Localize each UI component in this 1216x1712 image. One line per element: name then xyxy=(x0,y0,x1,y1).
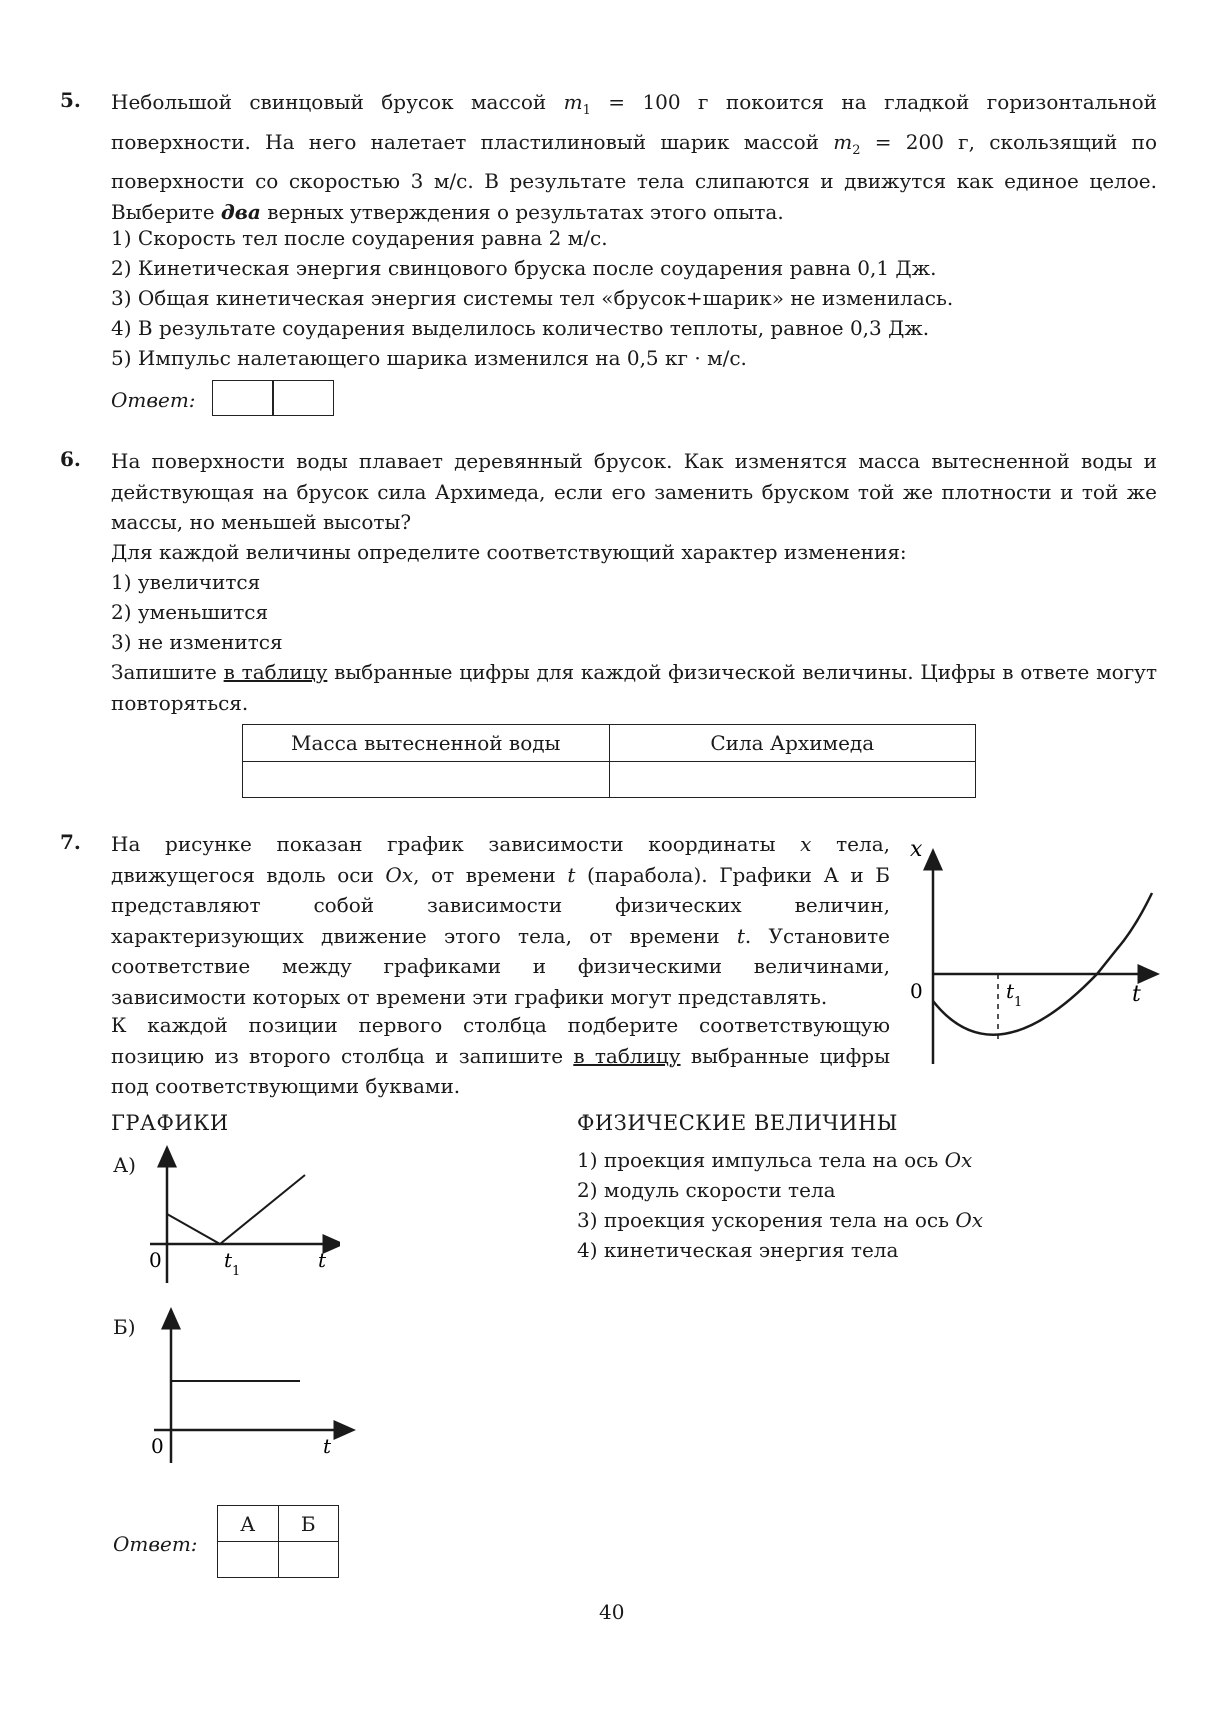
graph-a-origin: 0 xyxy=(149,1248,162,1272)
task5-number: 5. xyxy=(60,88,81,112)
quantity-2: 2) модуль скорости тела xyxy=(577,1178,836,1202)
answer-header-a: А xyxy=(218,1506,279,1542)
graph-a-line xyxy=(167,1175,305,1244)
t-axis-label: t xyxy=(1132,982,1141,1007)
graph-b-label: Б) xyxy=(113,1315,136,1339)
quantities-heading: ФИЗИЧЕСКИЕ ВЕЛИЧИНЫ xyxy=(577,1111,898,1135)
task5-option-3: 3) Общая кинетическая энергия системы тел «брусок+шарик» не изменилась. xyxy=(111,286,954,310)
quantity-1: 1) проекция импульса тела на ось Ox xyxy=(577,1148,973,1172)
graph-a-t1-subscript: 1 xyxy=(232,1264,241,1279)
quantity-3: 3) проекция ускорения тела на ось Ox xyxy=(577,1208,984,1232)
answer-header-b: Б xyxy=(278,1506,339,1542)
task5-answer-label: Ответ: xyxy=(111,388,196,412)
task6-text: На поверхности воды плавает деревянный брусок. Как изменятся масса вытесненной воды и действующая на брусок сила Архимеда, если его заменить бруском той же плотности и той же массы, но меньшей высоты? xyxy=(111,449,1157,534)
task5-option-1: 1) Скорость тел после соударения равна 2 м/с. xyxy=(111,226,608,250)
task6-write-instruction: Запишите в таблицу выбранные цифры для каждой физической величины. Цифры в ответе могут повторяться. xyxy=(111,660,1158,715)
table-header-archimedes-force: Сила Архимеда xyxy=(609,725,976,762)
graph-b-t-label: t xyxy=(323,1434,332,1458)
task6-option-2: 2) уменьшится xyxy=(111,600,269,624)
task6-instruction: Для каждой величины определите соответствующий характер изменения: xyxy=(111,540,907,564)
task7-answer-label: Ответ: xyxy=(113,1532,198,1556)
task6-number: 6. xyxy=(60,447,81,471)
t1-label: t xyxy=(1006,979,1015,1003)
table-header-displaced-water-mass: Масса вытесненной воды xyxy=(243,725,610,762)
task5-option-5: 5) Импульс налетающего шарика изменился на 0,5 кг · м/с. xyxy=(111,346,747,370)
graph-a-t1: t xyxy=(224,1248,233,1272)
task5-answer-cell-2[interactable] xyxy=(272,380,334,416)
graph-b xyxy=(140,1305,360,1465)
graph-a-label: А) xyxy=(113,1153,136,1177)
task6-option-3: 3) не изменится xyxy=(111,630,283,654)
quantity-4: 4) кинетическая энергия тела xyxy=(577,1238,899,1262)
task6-answer-table xyxy=(242,724,976,798)
answer-cell-b[interactable] xyxy=(278,1542,339,1578)
task7-number: 7. xyxy=(60,830,81,854)
graph-b-origin: 0 xyxy=(151,1434,164,1458)
answer-cell-archimedes-force[interactable] xyxy=(609,762,976,798)
task5-text: Небольшой свинцовый брусок массой $m_1 = 100$ г покоится на гладкой горизонтальной поверхности. На него налетает пластилиновый шарик массой $m_2 = 200$ г, скользящий по поверхности со скоростью 3 м/с. В результате тела слипаются и движутся как единое целое. Выберите два верных утверждения о результатах этого опыта. xyxy=(111,90,1158,224)
y-axis-label: x xyxy=(910,838,923,862)
graph-a-t-label: t xyxy=(318,1248,327,1272)
task5-option-4: 4) В результате соударения выделилось количество теплоты, равное 0,3 Дж. xyxy=(111,316,930,340)
task6-option-1: 1) увеличится xyxy=(111,570,261,594)
task5-option-2: 2) Кинетическая энергия свинцового бруска после соударения равна 0,1 Дж. xyxy=(111,256,937,280)
graphs-heading: ГРАФИКИ xyxy=(111,1111,229,1135)
parabola-graph xyxy=(900,838,1160,1070)
task7-answer-table xyxy=(217,1505,339,1578)
answer-cell-displaced-water-mass[interactable] xyxy=(243,762,610,798)
task7-text: На рисунке показан график зависимости координаты x тела, движущегося вдоль оси Ox, от времени t (парабола). Графики А и Б представляют собой зависимости физических величин, характеризующих движение этого тела, от времени t. Установите соответствие между графиками и физическими величинами, зависимости которых от времени эти графики могут представлять. xyxy=(111,832,891,1009)
page-number: 40 xyxy=(599,1600,625,1624)
graph-a xyxy=(140,1145,340,1285)
answer-cell-a[interactable] xyxy=(218,1542,279,1578)
parabola-curve xyxy=(933,893,1152,1035)
task5-answer-cell-1[interactable] xyxy=(212,380,274,416)
task7-instruction: К каждой позиции первого столбца подберите соответствующую позицию из второго столбца и запишите в таблицу выбранные цифры под соответствующими буквами. xyxy=(111,1013,891,1098)
origin-label: 0 xyxy=(910,979,923,1003)
t1-subscript: 1 xyxy=(1014,995,1023,1010)
